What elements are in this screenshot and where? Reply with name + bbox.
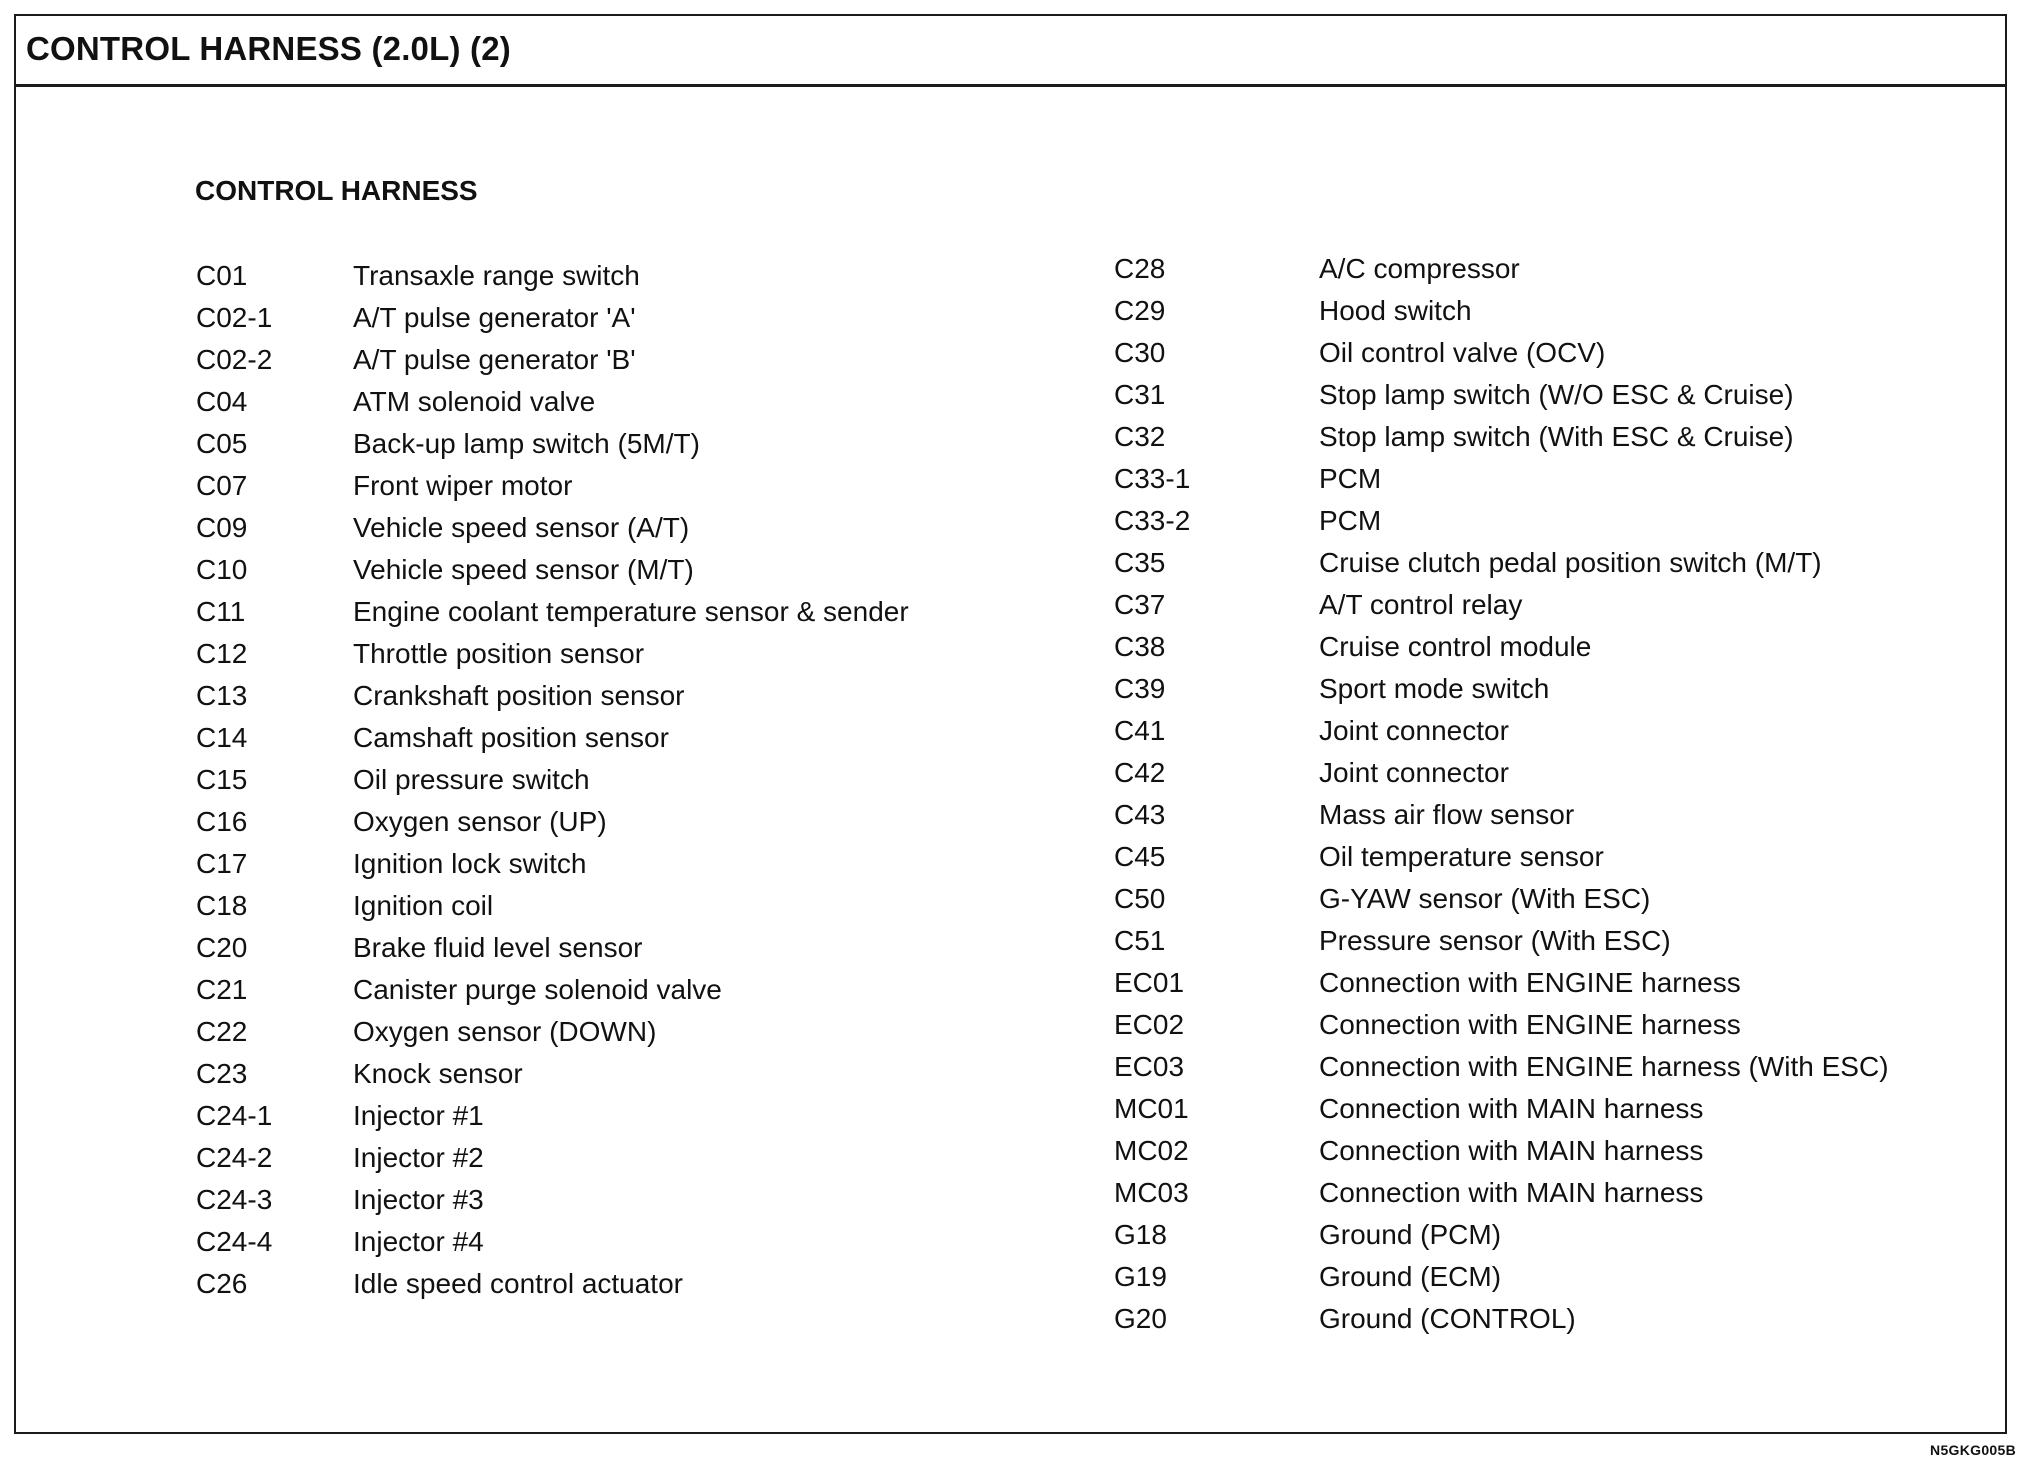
- connector-description: Vehicle speed sensor (A/T): [353, 512, 690, 543]
- connector-code: C17: [196, 848, 248, 879]
- connector-description: ATM solenoid valve: [353, 386, 596, 417]
- connector-code: C32: [1114, 421, 1166, 452]
- connector-code: C29: [1114, 295, 1166, 326]
- connector-description: Front wiper motor: [353, 470, 573, 501]
- connector-description: Oil pressure switch: [353, 764, 590, 795]
- connector-code: C24-4: [196, 1226, 273, 1257]
- connector-code: C33-1: [1114, 463, 1191, 494]
- connector-code: C26: [196, 1268, 248, 1299]
- connector-description: Connection with MAIN harness: [1319, 1177, 1704, 1208]
- connector-code: C28: [1114, 253, 1166, 284]
- connector-code: C16: [196, 806, 248, 837]
- connector-code: C05: [196, 428, 248, 459]
- connector-code: C24-1: [196, 1100, 273, 1131]
- connector-code: C11: [196, 596, 246, 627]
- connector-description: Ground (CONTROL): [1319, 1303, 1576, 1334]
- connector-description: Crankshaft position sensor: [353, 680, 685, 711]
- connector-code: C50: [1114, 883, 1166, 914]
- connector-code: C02-2: [196, 344, 273, 375]
- connector-code: MC01: [1114, 1093, 1189, 1124]
- connector-description: Vehicle speed sensor (M/T): [353, 554, 694, 585]
- connector-description: Cruise clutch pedal position switch (M/T): [1319, 547, 1822, 578]
- section-heading: CONTROL HARNESS: [195, 175, 478, 206]
- connector-code: C45: [1114, 841, 1166, 872]
- connector-description: Sport mode switch: [1319, 673, 1550, 704]
- connector-description: Stop lamp switch (W/O ESC & Cruise): [1319, 379, 1794, 410]
- connector-description: Connection with ENGINE harness: [1319, 1009, 1741, 1040]
- connector-description: Injector #4: [353, 1226, 484, 1257]
- connector-description: Connection with ENGINE harness: [1319, 967, 1741, 998]
- connector-description: Hood switch: [1319, 295, 1472, 326]
- connector-description: Oil control valve (OCV): [1319, 337, 1606, 368]
- connector-description: Idle speed control actuator: [353, 1268, 683, 1299]
- connector-code: C14: [196, 722, 248, 753]
- connector-code: C01: [196, 260, 248, 291]
- connector-description: Ground (PCM): [1319, 1219, 1502, 1250]
- connector-description: Connection with ENGINE harness (With ESC): [1319, 1051, 1889, 1082]
- connector-description: Brake fluid level sensor: [353, 932, 643, 963]
- connector-code: C07: [196, 470, 248, 501]
- connector-code: MC02: [1114, 1135, 1189, 1166]
- connector-description: Pressure sensor (With ESC): [1319, 925, 1671, 956]
- connector-description: Ground (ECM): [1319, 1261, 1502, 1292]
- connector-code: C10: [196, 554, 248, 585]
- page-title: CONTROL HARNESS (2.0L) (2): [26, 30, 511, 67]
- connector-code: C24-2: [196, 1142, 273, 1173]
- connector-code: C02-1: [196, 302, 273, 333]
- connector-code: C15: [196, 764, 248, 795]
- connector-description: Camshaft position sensor: [353, 722, 669, 753]
- connector-code: MC03: [1114, 1177, 1189, 1208]
- connector-description: Canister purge solenoid valve: [353, 974, 722, 1005]
- connector-code: C38: [1114, 631, 1166, 662]
- connector-description: Ignition lock switch: [353, 848, 587, 879]
- connector-description: Mass air flow sensor: [1319, 799, 1575, 830]
- connector-description: A/T pulse generator 'A': [353, 302, 636, 333]
- connector-description: A/C compressor: [1319, 253, 1520, 284]
- connector-code: G18: [1114, 1219, 1167, 1250]
- connector-description: Oxygen sensor (UP): [353, 806, 607, 837]
- connector-code: C23: [196, 1058, 248, 1089]
- connector-description: Injector #2: [353, 1142, 484, 1173]
- connector-code: C13: [196, 680, 248, 711]
- connector-description: Injector #3: [353, 1184, 484, 1215]
- connector-code: C41: [1114, 715, 1166, 746]
- figure-id: N5GKG005B: [1930, 1442, 2016, 1458]
- page-frame: [14, 14, 2007, 1434]
- connector-code: C18: [196, 890, 248, 921]
- connector-code: C12: [196, 638, 248, 669]
- connector-description: PCM: [1319, 463, 1382, 494]
- connector-description: A/T pulse generator 'B': [353, 344, 636, 375]
- connector-description: A/T control relay: [1319, 589, 1523, 620]
- connector-description: Throttle position sensor: [353, 638, 645, 669]
- connector-description: Engine coolant temperature sensor & sender: [353, 596, 909, 627]
- connector-code: EC03: [1114, 1051, 1185, 1082]
- connector-code: G20: [1114, 1303, 1167, 1334]
- connector-code: C31: [1114, 379, 1166, 410]
- connector-code: C24-3: [196, 1184, 273, 1215]
- connector-code: C22: [196, 1016, 248, 1047]
- connector-code: C09: [196, 512, 248, 543]
- connector-description: Joint connector: [1319, 757, 1509, 788]
- connector-code: C21: [196, 974, 248, 1005]
- connector-code: C37: [1114, 589, 1166, 620]
- connector-description: Knock sensor: [353, 1058, 523, 1089]
- connector-code: C20: [196, 932, 248, 963]
- connector-description: Stop lamp switch (With ESC & Cruise): [1319, 421, 1794, 452]
- connector-description: Oil temperature sensor: [1319, 841, 1604, 872]
- connector-description: Connection with MAIN harness: [1319, 1093, 1704, 1124]
- connector-code: EC01: [1114, 967, 1185, 998]
- connector-code: C35: [1114, 547, 1166, 578]
- connector-description: G-YAW sensor (With ESC): [1319, 883, 1651, 914]
- connector-code: C04: [196, 386, 248, 417]
- connector-code: C43: [1114, 799, 1166, 830]
- connector-code: G19: [1114, 1261, 1167, 1292]
- title-bar: [16, 16, 2005, 87]
- connector-code: C51: [1114, 925, 1166, 956]
- connector-code: C33-2: [1114, 505, 1191, 536]
- connector-description: Joint connector: [1319, 715, 1509, 746]
- connector-description: Transaxle range switch: [353, 260, 640, 291]
- connector-description: Oxygen sensor (DOWN): [353, 1016, 657, 1047]
- connector-code: C30: [1114, 337, 1166, 368]
- connector-description: Injector #1: [353, 1100, 484, 1131]
- connector-description: Cruise control module: [1319, 631, 1592, 662]
- connector-code: C39: [1114, 673, 1166, 704]
- connector-description: PCM: [1319, 505, 1382, 536]
- connector-description: Ignition coil: [353, 890, 494, 921]
- connector-description: Connection with MAIN harness: [1319, 1135, 1704, 1166]
- connector-code: C42: [1114, 757, 1166, 788]
- connector-code: EC02: [1114, 1009, 1185, 1040]
- connector-description: Back-up lamp switch (5M/T): [353, 428, 700, 459]
